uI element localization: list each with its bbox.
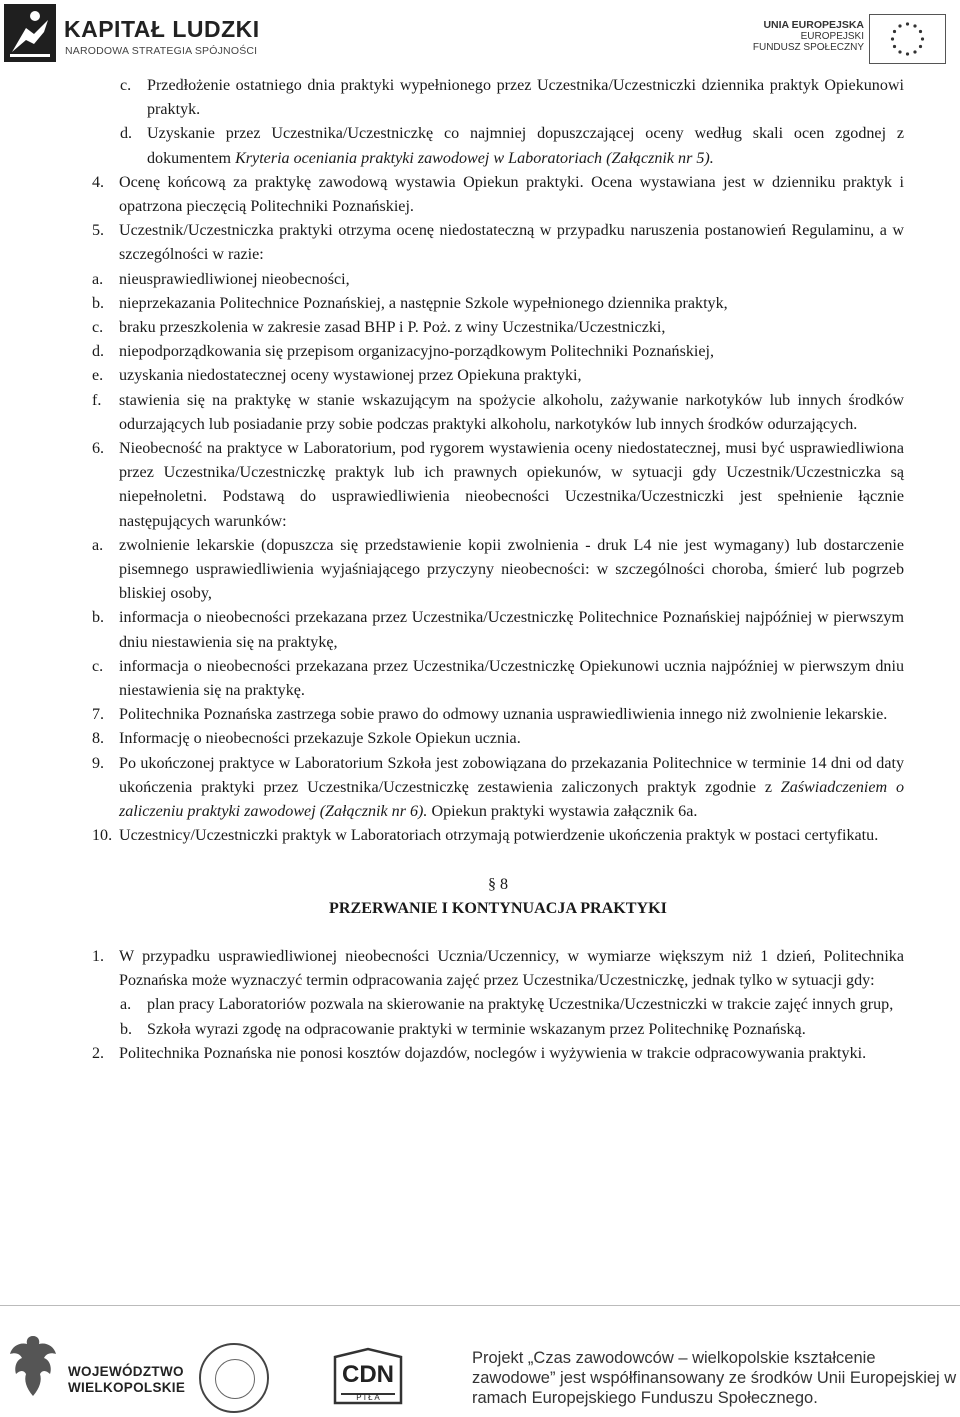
list-item: 6. Nieobecność na praktyce w Laboratorium, pod rygorem wystawienia oceny niedostatecznej, musi być usprawiedliwiona przez Uczestnika/Uczestniczkę praktyk lub ich prawnych opiekunów, w sytuacji gdy Uczestnik/Uczestniczka są niepełnoletni. Podstawą do usprawiedliwienia nieobecności Uczestnika/Uczestniczki jest spełnienie łącznie następujących warunków: bbox=[92, 440, 904, 530]
footer-divider bbox=[0, 1305, 960, 1306]
list-item: c. braku przeszkolenia w zakresie zasad BHP i P. Poż. z winy Uczestnika/Uczestniczki, bbox=[92, 319, 666, 337]
list-item: 4. Ocenę końcową za praktykę zawodową wystawia Opiekun praktyki. Ocena wystawiana jest w dzienniku praktyk i opatrzona pieczęcią Politechniki Poznańskiej. bbox=[92, 173, 904, 216]
list-item: a. zwolnienie lekarskie (dopuszcza się przedstawienie kopii zwolnienia - druk L4 nie jest wymagany) lub dostarczenie pisemnego usprawiedliwienia wyjaśniającego przyczyny nieobecności: w szczególności choroba, śmierć lub pogrzeb bliskiej osoby, bbox=[92, 536, 904, 603]
university-seal-icon bbox=[199, 1343, 269, 1413]
list-item: b. nieprzekazania Politechnice Poznańskiej, a następnie Szkole wypełnionego dziennika praktyk, bbox=[92, 294, 728, 312]
section-symbol: § 8 bbox=[487, 875, 509, 893]
cdn-pila-logo bbox=[329, 1347, 407, 1409]
eu-line2: EUROPEJSKI bbox=[800, 31, 864, 42]
eu-line1: UNIA EUROPEJSKA bbox=[763, 19, 864, 31]
kapital-ludzki-title: KAPITAŁ LUDZKI bbox=[64, 16, 260, 42]
section-title: PRZERWANIE I KONTYNUACJA PRAKTYKI bbox=[329, 899, 667, 917]
eu-text-block bbox=[753, 20, 864, 53]
list-item: 2. Politechnika Poznańska nie ponosi kosztów dojazdów, noclegów i wyżywienia w trakcie odpracowywania praktyki. bbox=[92, 1044, 867, 1062]
list-item: 5. Uczestnik/Uczestniczka praktyki otrzyma ocenę niedostateczną w przypadku naruszenia postanowień Regulaminu, a w szczególności w razie: bbox=[92, 222, 904, 264]
list-item: 1. W przypadku usprawiedliwionej nieobecności Ucznia/Uczennicy, w wymiarze większym niż 1 dzień, Politechnika Poznańska może wyznaczyć termin odpracowania zajęć przez Uczestnika/Uczestniczkę, jednak tylko w sytuacji gdy: bbox=[92, 947, 904, 990]
list-item: c. informacja o nieobecności przekazana przez Uczestnika/Uczestniczkę Opiekunowi ucznia najpóźniej w pierwszym dniu niestawienia się na praktykę. bbox=[92, 657, 904, 700]
list-item: f. stawienia się na praktykę w stanie wskazującym na spożycie alkoholu, zażywanie narkotyków lub innych środków odurzających lub posiadanie przy sobie podczas praktyki alkoholu, narkotyków lub innych środków odurzających. bbox=[92, 391, 904, 433]
cdn-text: CDN bbox=[342, 1361, 394, 1388]
woj-line1: WOJEWÓDZTWO bbox=[68, 1364, 184, 1379]
list-item: 10. Uczestnicy/Uczestniczki praktyk w Laboratoriach otrzymają potwierdzenie ukończenia praktyk w postaci certyfikatu. bbox=[92, 827, 879, 845]
cdn-subtext: P I Ł A bbox=[356, 1393, 380, 1402]
list-item: b. informacja o nieobecności przekazana przez Uczestnika/Uczestniczkę Politechnice Poznańskiej najpóźniej w pierwszym dniu niestawienia się na praktykę, bbox=[92, 609, 904, 651]
list-item: d. Uzyskanie przez Uczestnika/Uczestniczkę co najmniej dopuszczającej oceny według skali ocen zgodnej z dokumentem Kryteria oceniania praktyki zawodowej w Laboratoriach (Załącznik nr 5). bbox=[120, 125, 904, 167]
list-item: b. Szkoła wyrazi zgodę na odpracowanie praktyki w terminie wskazanym przez Politechnikę Poznańską. bbox=[120, 1020, 806, 1038]
list-item: c. Przedłożenie ostatniego dnia praktyki wypełnionego przez Uczestnika/Uczestniczki dziennika praktyk Opiekunowi praktyk. bbox=[120, 77, 904, 119]
kapital-ludzki-subtitle: NARODOWA STRATEGIA SPÓJNOŚCI bbox=[65, 45, 258, 57]
document-body bbox=[92, 74, 904, 1066]
eu-flag-icon bbox=[869, 14, 946, 64]
list-item: d. niepodporządkowania się przepisom organizacyjno-porządkowym Politechniki Poznańskiej, bbox=[92, 343, 715, 361]
list-item: a. plan pracy Laboratoriów pozwala na skierowanie na praktykę Uczestnika/Uczestniczki w trakcie zajęć innych grup, bbox=[120, 996, 894, 1014]
woj-line2: WIELKOPOLSKIE bbox=[68, 1380, 186, 1395]
page-header bbox=[0, 0, 960, 70]
list-item: a. nieusprawiedliwionej nieobecności, bbox=[92, 270, 350, 288]
eu-line3: FUNDUSZ SPOŁECZNY bbox=[752, 42, 864, 53]
list-item: 8. Informację o nieobecności przekazuje Szkole Opiekun ucznia. bbox=[92, 730, 521, 748]
kapital-ludzki-logo bbox=[4, 4, 56, 62]
seal-inner-ring bbox=[215, 1359, 255, 1399]
project-funding-note: Projekt „Czas zawodowców – wielkopolskie kształcenie zawodowe” jest współfinansowany ze środków Unii Europejskiej w ramach Europejskiego Funduszu Społecznego. bbox=[472, 1349, 957, 1407]
eagle-coat-of-arms-icon bbox=[8, 1330, 58, 1402]
list-item: 9. Po ukończonej praktyce w Laboratorium Szkoła jest zobowiązana do przekazania Politechnice w terminie 14 dni od daty ukończenia praktyki przez Uczestnika/Uczestniczkę zestawienia zaliczonych praktyk zgodnie z Zaświadczeniem o zaliczeniu praktyki zawodowej (Załącznik nr 6). Opiekun praktyki wystawia załącznik 6a. bbox=[92, 754, 904, 821]
wojewodztwo-logo-text bbox=[68, 1364, 185, 1396]
list-item: e. uzyskania niedostatecznej oceny wystawionej przez Opiekuna praktyki, bbox=[92, 367, 582, 385]
list-item: 7. Politechnika Poznańska zastrzega sobie prawo do odmowy uznania usprawiedliwienia innego niż zwolnienie lekarskie. bbox=[92, 706, 888, 724]
